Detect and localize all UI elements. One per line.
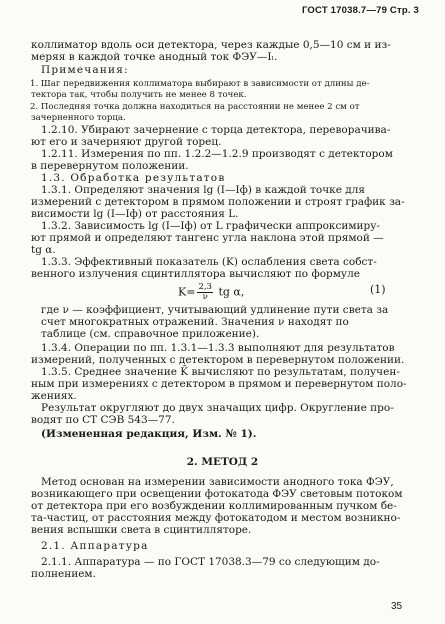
text-line: ют его и зачерняют другой торец. [31,136,222,148]
equation-number: (1) [370,283,386,296]
text-line: венного излучения сцинтиллятора вычисляют по формуле [31,268,360,280]
formula-rhs: tg α, [218,285,245,299]
text-line: 1.3.3. Эффективный показатель (K) ослабления света собст- [41,256,377,268]
text-line: 1.2.10. Убирают зачернение с торца детектора, переворачива- [41,124,391,136]
text-line: 1.3.2. Зависимость lg (I—Iф) от L графически аппроксимиру- [41,220,380,232]
page-number: 35 [391,601,403,612]
text-line: Метод основан на измерении зависимости анодного тока ФЭУ, [41,476,394,488]
formula-denominator: ν [202,292,208,302]
text-line: tg α. [31,244,56,256]
formula-lhs: K= [178,285,196,299]
text-line: Примечания: [41,64,129,76]
text-line: ным при измерениях с детектором в прямом и перевернутом поло- [31,378,407,390]
formula-fraction [197,283,213,302]
page-header: ГОСТ 17038.7—79 Стр. 3 [301,5,419,16]
text-line: измерений с детектором в прямом положении и строят график за- [31,196,405,208]
formula [178,283,244,302]
text-line: 2. Последняя точка должна находиться на расстоянии не менее 2 см от [30,102,360,112]
formula-numerator: 2,3 [198,282,212,292]
text-line: висимости lg (I—Iф) от расстояния L. [31,208,239,220]
text-line: меряя в каждой точке анодный ток ФЭУ—Iₗ. [31,51,278,63]
text-line: счет многократных отражений. Значения ν находят по [41,316,349,328]
text-line: возникающего при освещении фотокатода ФЭУ световым потоком [31,488,403,500]
text-line: тектора так, чтобы получить не менее 8 точек. [31,90,247,100]
text-line: 2. МЕТОД 2 [186,456,259,468]
text-line: таблице (см. справочное приложение). [41,328,260,340]
text-line: измерений, полученных с детектором в перевернутом положении. [31,354,405,366]
text-line: 1.3.1. Определяют значения lg (I—Iф) в каждой точке для [41,184,366,196]
text-line: 2.1. Аппаратура [41,540,149,552]
text-line: где ν — коэффициент, учитывающий удлинение пути света за [41,304,389,316]
text-line: полнением. [31,568,96,580]
text-line: 1.3. Обработка результатов [41,172,226,184]
text-line: 1. Шаг передвижения коллиматора выбирают в зависимости от длины де- [30,79,370,89]
text-line: 1.2.11. Измерения по пп. 1.2.2—1.2.9 производят с детектором [41,148,393,160]
text-line: 1.3.4. Операции по пп. 1.3.1—1.3.3 выполняют для результатов [41,342,395,354]
text-line: в перевернутом положении. [31,160,189,172]
text-line: вения вспышки света в сцинтилляторе. [31,524,252,536]
text-line: водят по СТ СЭВ 543—77. [31,414,175,426]
text-line: коллиматор вдоль оси детектора, через каждые 0,5—10 см и из- [31,39,391,51]
text-line: ют прямой и определяют тангенс угла наклона этой прямой — [31,232,384,244]
text-line: Результат округляют до двух значащих цифр. Округление про- [41,402,394,414]
text-line: 1.3.5. Среднее значение K̄ вычисляют по результатам, получен- [41,366,400,378]
text-line: от детектора при его возбуждении коллимированным пучком бе- [31,500,397,512]
text-line: (Измененная редакция, Изм. № 1). [41,428,257,440]
text-line: 2.1.1. Аппаратура — по ГОСТ 17038.3—79 со следующим до- [41,556,380,568]
text-line: зачерненного торца. [31,113,126,123]
text-line: жениях. [31,390,77,402]
text-line: та-частиц, от расстояния между фотокатодом и местом возникно- [31,512,401,524]
